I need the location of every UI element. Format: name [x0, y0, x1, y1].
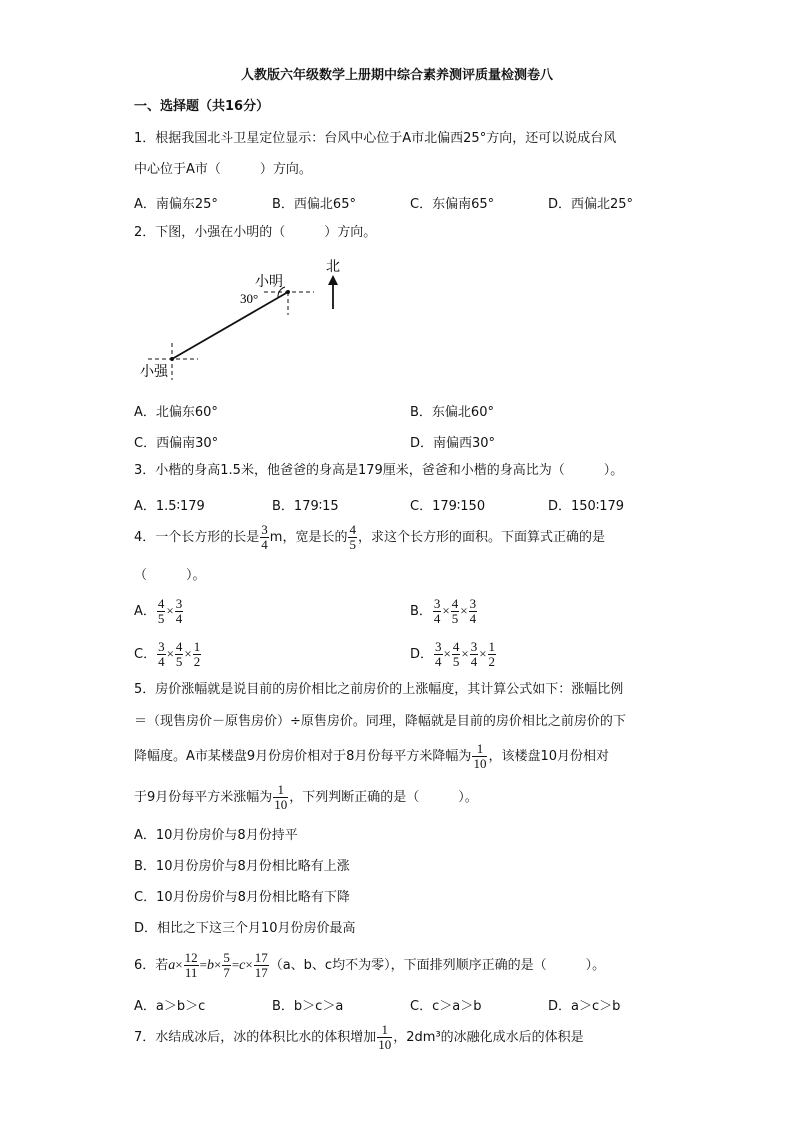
- fraction: [470, 640, 479, 669]
- q2-option-a: A．北偏东60°: [134, 405, 218, 420]
- q5-stem-line1: 5．房价涨幅就是说目前的房价相比之前房价的上涨幅度，其计算公式如下：涨幅比例: [134, 682, 624, 697]
- xiaoming-label: 小明: [255, 275, 283, 290]
- times-sign: ×: [175, 957, 183, 972]
- q4-text-post: ，求这个长方形的面积。下面算式正确的是: [357, 530, 605, 545]
- fraction-numerator: 1: [377, 1023, 392, 1038]
- fraction-denominator: 4: [158, 654, 165, 669]
- fraction-denominator: 10: [274, 797, 288, 812]
- fraction-numerator: 3: [158, 639, 165, 654]
- angle-label: 30°: [240, 291, 259, 306]
- q6-option-d: D．a＞c＞b: [548, 999, 621, 1014]
- q4-fraction-length: [260, 523, 269, 552]
- north-arrow-head: [328, 275, 338, 285]
- equals-sign: =: [231, 957, 240, 972]
- fraction-numerator: 4: [349, 522, 356, 537]
- q7-stem: [134, 1022, 584, 1054]
- times-sign: ×: [245, 957, 253, 972]
- fraction-numerator: 3: [433, 596, 441, 611]
- q6-text-pre: 6．若: [134, 958, 169, 973]
- fraction: [488, 640, 497, 669]
- q2-stem: 2．下图，小强在小明的（ ）方向。: [134, 225, 377, 240]
- q3-option-a: A．1.5∶179: [134, 499, 205, 514]
- direction-diagram: [134, 255, 364, 385]
- fraction: [157, 640, 166, 669]
- times-sign: ×: [461, 646, 469, 661]
- fraction: [157, 597, 166, 626]
- q5-text-4a: 于9月份每平方米涨幅为: [134, 790, 273, 805]
- fraction-numerator: 1: [193, 639, 201, 654]
- q4-option-d: [410, 638, 497, 671]
- fraction-denominator: 11: [184, 965, 198, 980]
- equals-sign: =: [199, 957, 207, 972]
- page-title: 人教版六年级数学上册期中综合素养测评质量检测卷八: [240, 68, 553, 83]
- q5-option-c: C．10月份房价与8月份相比略有下降: [134, 890, 350, 905]
- q6-option-c: C．c＞a＞b: [410, 999, 482, 1014]
- fraction-numerator: 3: [175, 596, 183, 611]
- q7-text-post: ，2dm³的冰融化成水后的体积是: [393, 1030, 584, 1045]
- fraction: [451, 597, 460, 626]
- fraction: [433, 597, 442, 626]
- q5-stem-line2: ＝（现售房价－原售房价）÷原售房价。同理，降幅就是目前的房价相比之前房价的下: [134, 714, 626, 729]
- xiaoqiang-label: 小强: [140, 365, 168, 380]
- fraction-denominator: 10: [473, 756, 487, 771]
- q3-stem: 3．小楷的身高1.5米，他爸爸的身高是179厘米，爸爸和小楷的身高比为（ ）。: [134, 463, 624, 478]
- q6-fraction-3: [254, 951, 269, 980]
- fraction: [193, 640, 202, 669]
- times-sign: ×: [166, 603, 174, 618]
- q1-option-d: D．西偏北25°: [548, 197, 634, 212]
- fraction-denominator: 5: [349, 537, 356, 552]
- fraction: [175, 597, 184, 626]
- times-sign: ×: [184, 646, 192, 661]
- q7-fraction: [377, 1023, 392, 1052]
- fraction-denominator: 2: [488, 654, 496, 669]
- fraction-denominator: 5: [451, 611, 459, 626]
- q4-text-mid: m，宽是长的: [269, 530, 348, 545]
- fraction-numerator: 4: [452, 639, 460, 654]
- q3-option-c: C．179∶150: [410, 499, 486, 514]
- fraction-denominator: 7: [223, 965, 230, 980]
- fraction-denominator: 5: [452, 654, 460, 669]
- var-c: c: [239, 958, 246, 973]
- times-sign: ×: [442, 603, 450, 618]
- fraction-numerator: 4: [175, 639, 183, 654]
- q5-option-a: A．10月份房价与8月份持平: [134, 828, 298, 843]
- fraction-numerator: 3: [470, 639, 478, 654]
- q5-fraction-drop: [472, 742, 487, 771]
- q6-option-b: B．b＞c＞a: [272, 999, 344, 1014]
- q5-option-b: B．10月份房价与8月份相比略有上涨: [134, 859, 350, 874]
- fraction: [469, 597, 478, 626]
- fraction-denominator: 4: [433, 611, 441, 626]
- q2-option-d: D．南偏西30°: [410, 436, 496, 451]
- option-letter: D．: [410, 647, 434, 662]
- times-sign: ×: [460, 603, 468, 618]
- q1-option-a: A．南偏东25°: [134, 197, 218, 212]
- fraction-denominator: 5: [175, 654, 183, 669]
- q5-stem-line4: [134, 782, 478, 814]
- q5-text-4b: ，下列判断正确的是（ ）。: [289, 790, 478, 805]
- fraction-numerator: 3: [435, 639, 442, 654]
- var-a: a: [168, 958, 176, 973]
- q6-fraction-1: [184, 951, 199, 980]
- north-label: 北: [326, 260, 340, 275]
- q6-option-a: A．a＞b＞c: [134, 999, 206, 1014]
- fraction-denominator: 10: [378, 1037, 392, 1052]
- times-sign: ×: [443, 646, 451, 661]
- q1-stem-line2: 中心位于A市（ ）方向。: [134, 162, 312, 177]
- option-letter: B．: [410, 604, 432, 619]
- q5-fraction-rise: [273, 783, 288, 812]
- xiaoming-point: [286, 290, 290, 294]
- q1-option-b: B．西偏北65°: [272, 197, 356, 212]
- q5-stem-line3: [134, 741, 609, 773]
- fraction-numerator: 12: [184, 950, 198, 965]
- fraction-denominator: 4: [469, 611, 477, 626]
- fraction-numerator: 17: [254, 950, 268, 965]
- q1-stem-line1: 1．根据我国北斗卫星定位显示：台风中心位于A市北偏西25°方向，还可以说成台风: [134, 131, 617, 146]
- q6-stem: [134, 949, 605, 982]
- q4-stem-line2: （ ）。: [134, 568, 206, 583]
- times-sign: ×: [479, 646, 487, 661]
- q6-fraction-2: [222, 951, 231, 980]
- q5-option-d: D．相比之下这三个月10月份房价最高: [134, 921, 356, 936]
- q4-option-a: [134, 595, 184, 628]
- q5-text-3b: ，该楼盘10月份相对: [488, 749, 609, 764]
- q4-option-c: [134, 638, 202, 671]
- fraction-denominator: 4: [261, 537, 268, 552]
- q4-stem-line1: [134, 522, 605, 554]
- fraction-numerator: 1: [273, 783, 288, 798]
- xiaoqiang-point: [170, 357, 174, 361]
- q4-option-b: [410, 595, 478, 628]
- fraction-numerator: 4: [157, 596, 165, 611]
- fraction-numerator: 3: [261, 522, 268, 537]
- fraction-numerator: 1: [472, 742, 487, 757]
- var-b: b: [206, 958, 214, 973]
- option-letter: C．: [134, 647, 157, 662]
- fraction-numerator: 3: [469, 596, 477, 611]
- times-sign: ×: [166, 646, 174, 661]
- section-heading: 一、选择题（共16分）: [134, 99, 270, 114]
- option-letter: A．: [134, 604, 156, 619]
- fraction-denominator: 2: [193, 654, 201, 669]
- times-sign: ×: [213, 957, 222, 972]
- fraction-numerator: 4: [451, 596, 459, 611]
- fraction: [452, 640, 461, 669]
- connecting-line: [172, 292, 288, 359]
- q2-option-c: C．西偏南30°: [134, 436, 219, 451]
- fraction: [434, 640, 443, 669]
- q4-fraction-width: [348, 523, 357, 552]
- fraction-denominator: 17: [254, 965, 268, 980]
- q4-text-pre: 4．一个长方形的长是: [134, 530, 260, 545]
- q3-option-d: D．150∶179: [548, 499, 625, 514]
- q3-option-b: B．179∶15: [272, 499, 339, 514]
- q7-text-pre: 7．水结成冰后，冰的体积比水的体积增加: [134, 1030, 377, 1045]
- fraction-denominator: 4: [435, 654, 442, 669]
- q6-text-post: （a、b、c均不为零），下面排列顺序正确的是（ ）。: [269, 958, 606, 973]
- fraction-numerator: 5: [223, 950, 230, 965]
- q1-option-c: C．东偏南65°: [410, 197, 495, 212]
- fraction-numerator: 1: [488, 639, 496, 654]
- fraction-denominator: 4: [470, 654, 478, 669]
- fraction: [175, 640, 184, 669]
- fraction-denominator: 5: [157, 611, 165, 626]
- fraction-denominator: 4: [175, 611, 183, 626]
- q5-text-3a: 降幅度。A市某楼盘9月份房价相对于8月份每平方米降幅为: [134, 749, 472, 764]
- q2-option-b: B．东偏北60°: [410, 405, 494, 420]
